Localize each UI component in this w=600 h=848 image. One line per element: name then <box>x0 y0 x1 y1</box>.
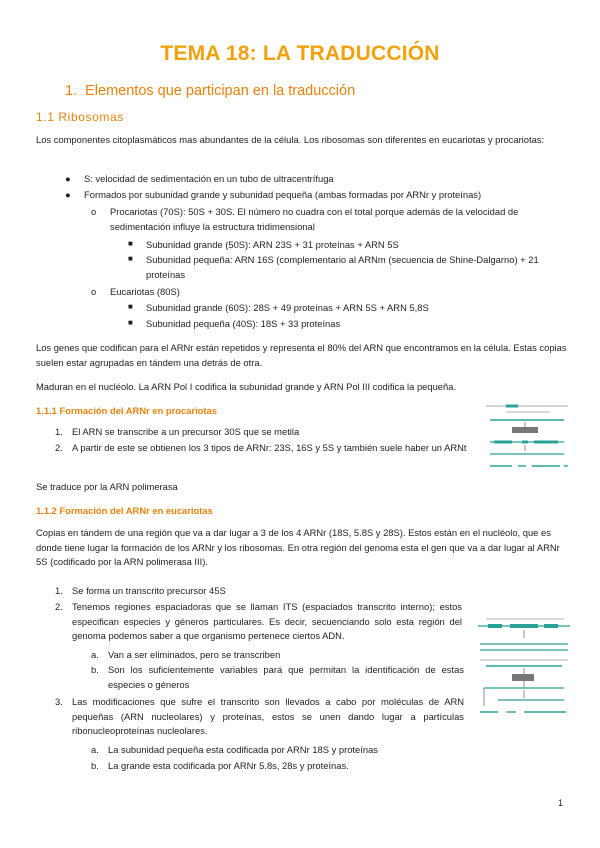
figure-gene-block <box>510 624 538 628</box>
list-number: 1. <box>55 426 63 437</box>
sub-list-item <box>91 663 464 692</box>
list-item <box>55 695 464 739</box>
figure-processing-box <box>512 674 534 681</box>
list-number: 3. <box>55 696 63 707</box>
list-number: 1. <box>55 585 63 596</box>
prokaryote-rrna-figure <box>482 402 572 478</box>
bullet-text: Procariotas (70S): 50S + 30S. El número no cuadra con el total porque además de la velocidad de sedimentación influye la estructura tridimensional <box>110 206 519 232</box>
bullet-text: Subunidad grande (60S): 28S + 49 proteínas + ARN 5S + ARN 5,8S <box>146 302 429 313</box>
maduran-paragraph: Maduran en el nucléolo. La ARN Pol I codifica la subunidad grande y ARN Pol III codifica la pequeña. <box>36 381 457 392</box>
bullet-text: S: velocidad de sedimentación en un tubo de ultracentrífuga <box>84 173 334 184</box>
bullet-text: Subunidad pequeña (40S): 18S + 33 proteínas <box>146 318 341 329</box>
figure-gene-block <box>488 624 502 628</box>
bullet-proc-pequena <box>128 253 568 282</box>
bullet-euc-grande <box>128 301 566 316</box>
figure-gene-block <box>544 624 558 628</box>
list-item <box>55 600 462 644</box>
list-text: Tenemos regiones espaciadoras que se llaman ITS (espaciados transcrito interno); estos especifican especies y géneros particulares. Es decir, secuenciando solo esta región del genoma podemos saber a que organismo pertenece ciertos ADN. <box>72 601 462 642</box>
eucariotas-paragraph: Copias en tándem de una región que va a dar lugar a 3 de los 4 ARNr (18S, 5.8S y 28S). Estos están en el nucléolo, que es donde tiene lugar la formación de los ARNr y los ribosomas. En otra región del genoma esta el gen que va a dar lugar al ARNr 5S (codificado por la ARN polimerasa III). <box>36 527 560 568</box>
sub-list-item <box>91 648 464 663</box>
list-text: La grande esta codificada por ARNr 5.8s, 28s y proteínas. <box>108 760 349 771</box>
bullet-formados <box>65 188 564 203</box>
bullet-marker: ■ <box>128 254 133 263</box>
page-title: TEMA 18: LA TRADUCCIÓN <box>160 42 440 65</box>
sub-list-item <box>91 759 488 774</box>
eukaryote-rrna-figure <box>476 614 572 726</box>
polimerasa-line: Se traduce por la ARN polimerasa <box>36 481 178 492</box>
figure-gene-block <box>506 405 518 408</box>
list-text: Se forma un transcrito precursor 45S <box>72 585 226 596</box>
bullet-marker: ■ <box>128 318 133 327</box>
subsection-heading-1-1-1: 1.1.1 Formación del ARNr en procariotas <box>36 405 217 416</box>
bullet-eucariotas <box>91 285 566 300</box>
section-number: 1. <box>65 83 78 99</box>
subsection-heading-1-1-2: 1.1.2 Formación del ARNr en eucariotas <box>36 505 213 516</box>
bullet-marker: o <box>91 286 97 297</box>
bullet-text: Formados por subunidad grande y subunidad pequeña (ambas formadas por ARNr y proteínas) <box>84 189 482 200</box>
list-text: A partir de este se obtienen los 3 tipos de ARNr: 23S, 16S y 5S y también suele haber un ARNt <box>72 442 467 453</box>
bullet-text: Subunidad pequeña: ARN 16S (complementario al ARNm (secuencia de Shine-Dalgarno) + 21 proteínas <box>146 254 539 280</box>
list-number: 2. <box>55 601 63 612</box>
bullet-proc-grande <box>128 238 566 253</box>
section-heading-1 <box>65 80 355 102</box>
genes-paragraph: Los genes que codifican para el ARNr están repetidos y representa el 80% del ARN que encontramos en la célula. Estas copias suelen estar agrupadas en tándem una detrás de otra. <box>36 342 567 368</box>
list-letter: a. <box>91 744 99 755</box>
section-heading-1-1: 1.1 Ribosomas <box>36 110 124 124</box>
list-item <box>55 425 477 440</box>
figure-metilation-box <box>512 427 538 433</box>
list-text: Son los suficientemente variables para que permitan la identificación de estas especies o géneros <box>108 664 464 690</box>
list-item <box>55 441 477 456</box>
bullet-text: Subunidad grande (50S): ARN 23S + 31 proteínas + ARN 5S <box>146 239 399 250</box>
bullet-euc-pequena <box>128 317 566 332</box>
list-text: Las modificaciones que sufre el transcrito son llevados a cabo por moléculas de ARN pequeñas (ARN nucleolares) y proteínas, estos se unen dando lugar a partículas ribonucleoproteínas nucleolares. <box>72 696 464 737</box>
list-text: El ARN se transcribe a un precursor 30S que se metila <box>72 426 300 437</box>
section-label: Elementos que participan en la traducción <box>85 83 356 99</box>
list-letter: b. <box>91 760 99 771</box>
list-number: 2. <box>55 442 63 453</box>
list-letter: a. <box>91 649 99 660</box>
bullet-s <box>65 172 564 187</box>
bullet-marker: o <box>91 206 97 217</box>
bullet-marker: ■ <box>128 302 133 311</box>
bullet-text: Eucariotas (80S) <box>110 286 180 297</box>
bullet-marker: ● <box>65 173 71 184</box>
list-text: La subunidad pequeña esta codificada por ARNr 18S y proteínas <box>108 744 378 755</box>
bullet-marker: ■ <box>128 239 133 248</box>
list-text: Van a ser eliminados, pero se transcriben <box>108 649 281 660</box>
list-item <box>55 584 468 599</box>
list-letter: b. <box>91 664 99 675</box>
page-number: 1 <box>558 798 564 808</box>
intro-paragraph: Los componentes citoplasmáticos mas abundantes de la célula. Los ribosomas son diferentes en eucariotas y procariotas: <box>36 134 545 145</box>
sub-list-item <box>91 743 488 758</box>
bullet-marker: ● <box>65 189 71 200</box>
bullet-procariotas <box>91 205 566 234</box>
